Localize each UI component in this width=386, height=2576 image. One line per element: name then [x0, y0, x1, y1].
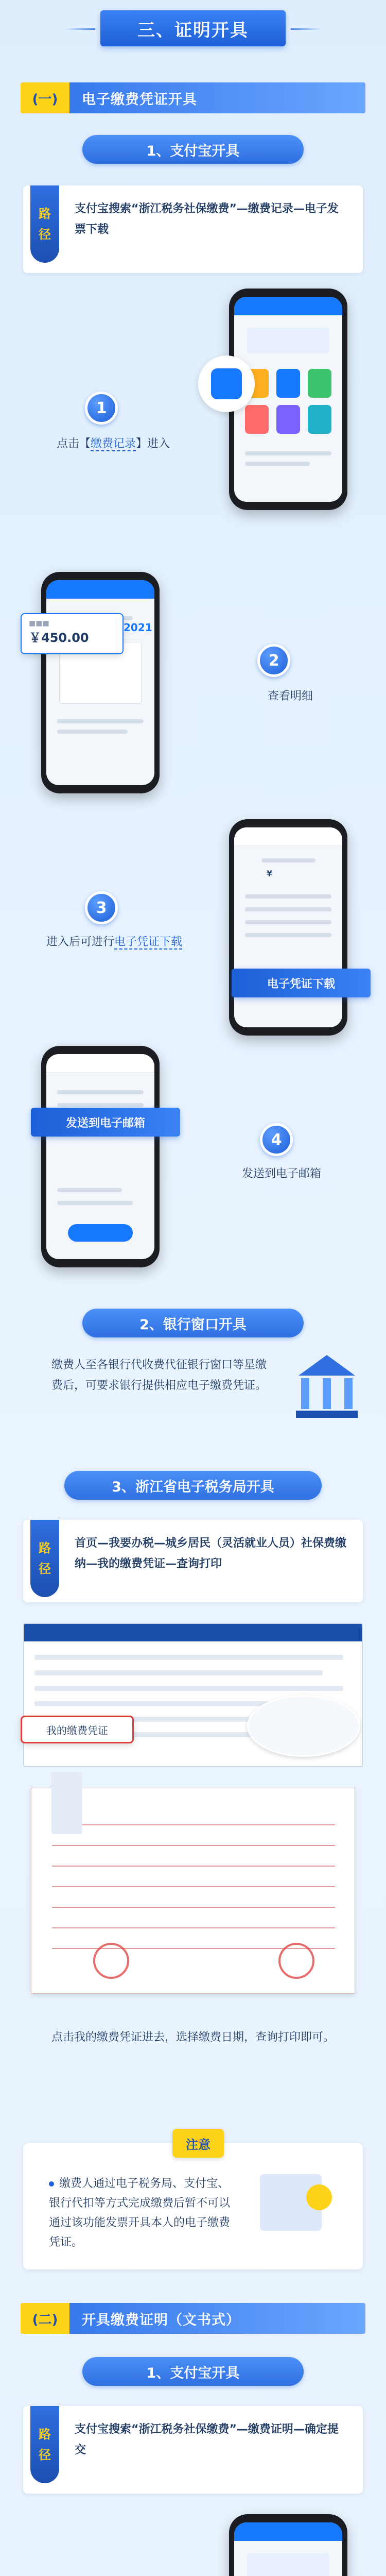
section-heading-2	[21, 2303, 365, 2334]
stamp	[278, 1943, 314, 1979]
step-number: 1	[85, 392, 118, 425]
route-tag: 路 径	[30, 1520, 59, 1597]
menu-my-voucher: 我的缴费凭证	[21, 1716, 134, 1743]
route-text: 支付宝搜索“浙江税务社保缴费”—缴费记录—电子发票下载	[75, 202, 339, 236]
step-text: 发送到电子邮箱	[242, 1167, 322, 1180]
subheading-alipay-2: 1、支付宝开具	[82, 2357, 304, 2386]
route-tag: 路 径	[30, 2406, 59, 2483]
route-block	[23, 1520, 363, 1602]
route-text: 支付宝搜索“浙江税务社保缴费”—缴费证明—确定提交	[75, 2423, 339, 2456]
download-callout: 电子凭证下载	[232, 969, 371, 997]
subheading-alipay: 1、支付宝开具	[82, 135, 304, 164]
etax-bottom-text: 点击我的缴费凭证进去，选择缴费日期，查询打印即可。	[51, 2031, 335, 2044]
subheading-bank: 2、银行窗口开具	[82, 1309, 304, 1337]
notice-illustration	[255, 2169, 342, 2241]
zoom-record-icon	[198, 355, 255, 412]
phone-mockup	[41, 572, 160, 793]
step-number: 2	[257, 644, 290, 677]
notice-text: 缴费人通过电子税务局、支付宝、银行代扣等方式完成缴费后暂不可以通过该功能发票开具本人的电子缴费凭证。	[49, 2177, 231, 2249]
section-badge: (二)	[21, 2303, 69, 2334]
phone-mockup	[229, 2514, 347, 2576]
page: 三、证明开具 (一) 电子缴费凭证开具 1、支付宝开具 路 径 支付宝搜索“浙江税务社保缴费”—缴费记录—电子发票下载 1 点击【缴费记录】进入 ■■■ ￥450.00 2021 2 查看明细 ¥ 电子凭证下载 3 进入后可进行电子凭证下载 发送到电子邮箱 4 发送到电子邮箱 2、银行窗口开具 缴费人至各银行代收费代征银行窗口等星缴费后，可要求银行提供相应电子缴费凭证。 3、浙江省电子税务局开具 路 径 首页—我要办税—城乡居民（灵活就业人员）社保费缴纳—我的缴费凭证—查询打印 我的缴费凭证 点击我的缴费凭证进去，选择缴费日期，查询打印即可。 注意 缴费人通过电子税务局、支付宝、银行代扣等方式完成缴费后暂不可以通过该功能发票开具本人的电子缴费凭证。 (二) 开具缴费证明（文书式） 1、支付宝开具 路 径 支付宝搜索“浙江税务社保缴费”—缴费证明—确定提交	[0, 0, 386, 2576]
notice-tag: 注意	[172, 2129, 224, 2158]
route-text: 首页—我要办税—城乡居民（灵活就业人员）社保费缴纳—我的缴费凭证—查询打印	[75, 1537, 347, 1570]
route-block	[23, 2406, 363, 2494]
section-badge: (一)	[21, 82, 69, 113]
email-callout: 发送到电子邮箱	[31, 1108, 180, 1137]
step-text: 进入后可进行电子凭证下载	[46, 936, 183, 948]
phone-mockup: ¥	[229, 819, 347, 1036]
page-title: 三、证明开具	[100, 10, 286, 46]
section-heading-1	[21, 82, 365, 113]
bank-text: 缴费人至各银行代收费代征银行窗口等星缴费后，可要求银行提供相应电子缴费凭证。	[51, 1359, 267, 1392]
route-block	[23, 185, 363, 273]
step-number: 4	[260, 1123, 293, 1156]
route-tag: 路 径	[30, 185, 59, 263]
phone-mockup	[41, 1046, 160, 1267]
zoom-amount-card: ■■■ ￥450.00	[21, 613, 124, 654]
notice-block	[23, 2137, 363, 2269]
section-title: 开具缴费证明（文书式）	[82, 2312, 240, 2328]
step-number: 3	[85, 891, 118, 924]
subheading-etax: 3、浙江省电子税务局开具	[64, 1471, 322, 1500]
zoom-circle	[247, 1695, 360, 1757]
section-title: 电子缴费凭证开具	[82, 91, 197, 108]
bank-icon	[288, 1350, 365, 1427]
step-text: 点击【缴费记录】进入	[57, 437, 170, 450]
stamp	[93, 1943, 129, 1979]
step-text: 查看明细	[268, 690, 313, 703]
